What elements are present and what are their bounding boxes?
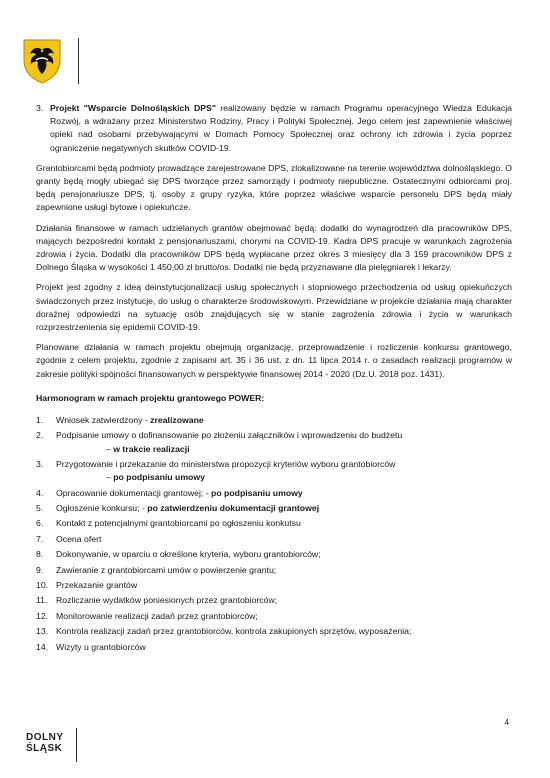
footer-logo — [26, 732, 64, 754]
list-item: 9. Zawieranie z grantobiorcami umów o powierzenie grantu; — [36, 564, 277, 575]
footer-logo-line1: DOLNY — [26, 732, 64, 743]
footer-divider — [76, 728, 77, 762]
header-divider — [78, 38, 79, 84]
paragraph-deinstitutionalization: Projekt jest zgodny z ideą deinstytucjonalizacji usług społecznych i stopniowego przechodzenia od usług opiekuńczych świadczonych przez instytucje, do usług o charakterze środowiskowym. Przewidziane w projekcie działania mają charakter doraźnej odpowiedzi na sytuację osób znajdujących się w stanie zagrożenia zdrowia i życia w warunkach rozprzestrzenienia się epidemii COVID-19. — [36, 282, 512, 333]
list-item: 4. Opracowanie dokumentacji grantowej; - po podpisaniu umowy — [36, 487, 303, 498]
list-item: 3. Przygotowanie i przekazanie do ministerstwa propozycji kryteriów wyboru grantobiorców – po podpisaniu umowy — [36, 459, 396, 483]
list-item: 14. Wizyty u grantobiorców — [36, 641, 146, 652]
project-title: Projekt "Wsparcie Dolnośląskich DPS" — [50, 103, 216, 113]
list-item: 1. Wniosek zatwierdzony - zrealizowane — [36, 415, 204, 426]
list-item: 13. Kontrola realizacji zadań przez grantobiorców, kontrola zakupionych sprzętów, wyposażenia; — [36, 626, 412, 637]
list-item: 2. Podpisanie umowy o dofinansowanie po złożeniu załączników i wprowadzeniu do budżetu – w trakcie realizacji — [36, 430, 403, 454]
paragraph-grantees: Grantobiorcami będą podmioty prowadzące zarejestrowane DPS, zlokalizowane na terenie województwa dolnośląskiego. O granty będą mogły ubiegać się DPS tworzące przez samorządy i podmioty niepubliczne. Ostatecznymi odbiorcami proj. będą pensjonariusze DPS, tj. osoby z grupy ryzyka, które poprzez właściwe wsparcie personelu DPS będą miały zapewnione usługi bytowe i opiekuńcze. — [36, 162, 512, 213]
project-description — [50, 102, 512, 155]
list-item: 6. Kontakt z potencjalnymi grantobiorcami po ogłoszeniu konkutsu — [36, 518, 301, 529]
coat-of-arms-logo — [22, 38, 62, 84]
list-item: 10. Przekazanie grantów — [36, 579, 138, 590]
footer-logo-line2: ŚLĄSK — [26, 743, 63, 754]
project-number: 3. — [36, 103, 44, 113]
project-text: realizowany będzie w ramach Programu operacyjnego Wiedza Edukacja Rozwój, a wdrażany przez Ministerstwo Rodziny, Pracy i Polityki Społecznej. Jego celem jest zapewnienie właściwej opieki nad osobami przebywającymi w Domach Pomocy Społecznej oraz ochrony ich zdrowia i życia poprzez ograniczenie negatywnych skutków COVID-19. — [50, 103, 512, 153]
schedule-list — [36, 414, 512, 654]
document-body — [36, 102, 512, 656]
list-item: 8. Dokonywanie, w oparciu o określone kryteria, wyboru grantobiorców; — [36, 549, 321, 560]
list-item: 5. Ogłoszenie konkursu; - po zatwierdzeniu dokumentacji grantowej — [36, 503, 320, 514]
eagle-crest-icon — [22, 38, 62, 84]
schedule-heading: Harmonogram w ramach projektu grantowego POWER: — [36, 392, 265, 403]
project-item — [36, 102, 512, 155]
list-item: 7. Ocena ofert — [36, 533, 102, 544]
list-item: 11. Rozliczanie wydatków poniesionych przez grantobiorców; — [36, 595, 278, 606]
paragraph-planned-actions: Planowane działania w ramach projektu obejmują organizację, przeprowadzenie i rozliczenie konkursu grantowego, zgodnie z celem projektu, zgodnie z zapisami art. 35 i 36 ust. z dn. 11 lipca 2014 r. o zasadach realizacji programów w zakresie polityki spójności finansowanych w perspektywie finansowej 2014 - 2020 (Dz.U. 2018 poz. 1431). — [36, 342, 512, 379]
paragraph-financial: Działania finansowe w ramach udzielanych grantów obejmować będą: dodatki do wynagrodzeń dla pracowników DPS, mających bezpośredni kontakt z pensjonariuszami, chorymi na COVID-19. Kadra DPS pracuje w warunkach zagrożenia zdrowia i życia. Dodatki dla pracowników DPS będą wypłacane przez okres 3 miesięcy dla 3 159 pracowników DPS z Dolnego Śląska w wysokości 1 450,00 zł brutto/os. Dodatki nie będą przyznawane dla pielęgniarek i lekarzy. — [36, 222, 512, 273]
list-item: 12. Monitorowanie realizacji zadań przez grantobiorców; — [36, 610, 258, 621]
page-number: 4 — [504, 718, 509, 727]
